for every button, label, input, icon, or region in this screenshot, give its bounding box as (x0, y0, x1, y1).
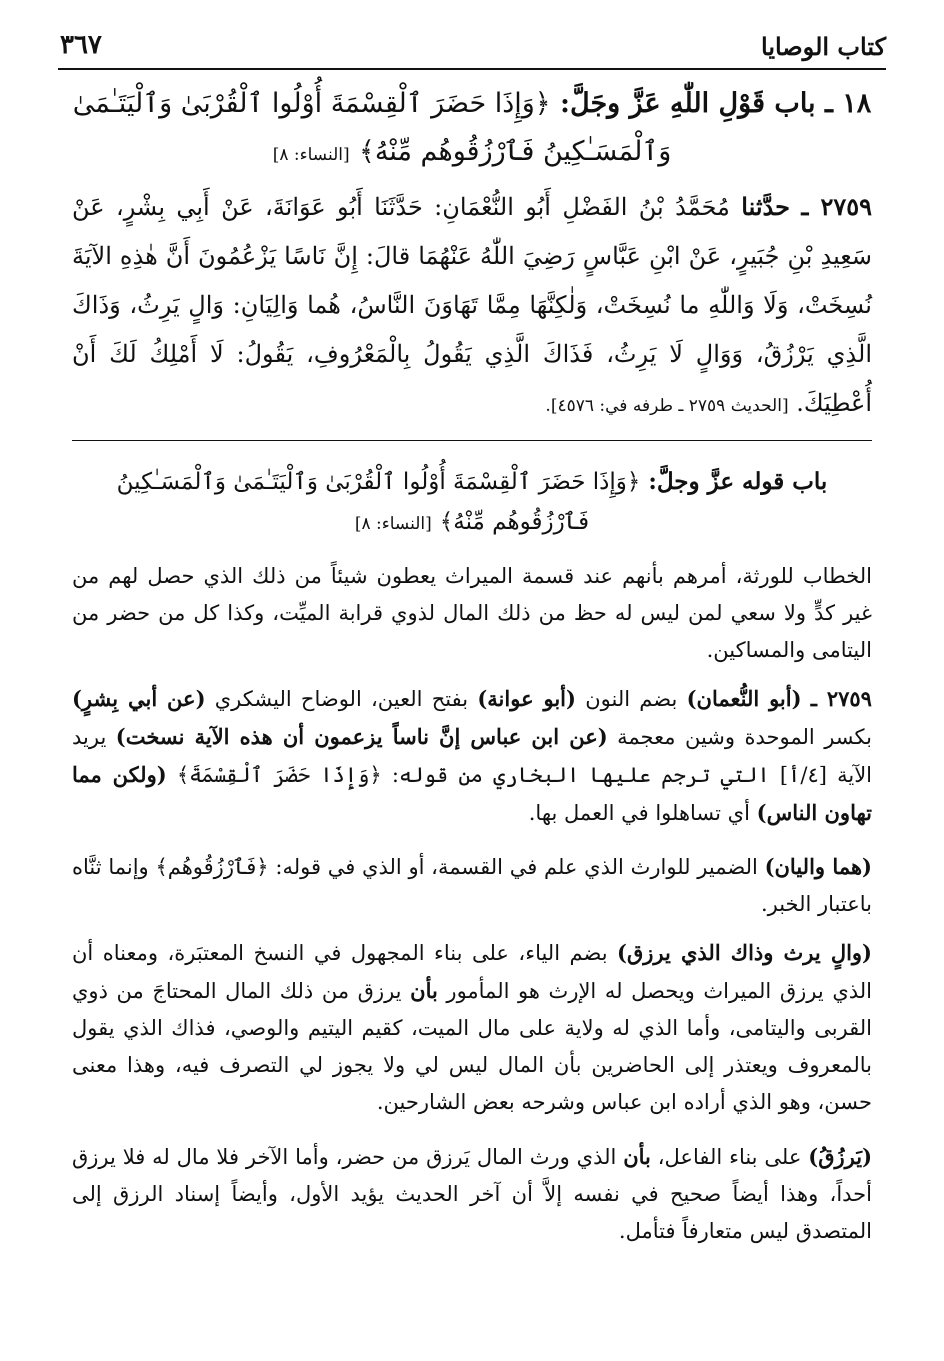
commentary-text: الضمير للوارث الذي علم في القسمة، أو الذي في قوله: (275, 855, 758, 879)
chapter-heading (72, 80, 872, 179)
page-number: ٣٦٧ (60, 30, 102, 60)
commentary-term: بأن (623, 1144, 651, 1169)
hadith-body: مُحَمَّدُ بْنُ الفَضْلِ أَبُو النُّعْمَانِ: حَدَّثَنَا أَبُو عَوَانَةَ، عَنْ أَبِي بِشْرٍ، عَنْ سَعِيدِ بْنِ جُبَيرٍ، عَنْ ابْنِ عَبَّاسٍ رَضِيَ اللّٰهُ عَنْهُمَا قالَ: إِنَّ نَاسًا يَزْعُمُونَ أَنَّ هٰذِهِ الآيَةَ نُسِخَتْ، وَلَا وَاللّٰهِ ما نُسِخَتْ، وَلٰكِنَّهَا مِمَّا تَهَاوَنَ النَّاسُ، هُما وَالِيَانِ: وَالٍ يَرِثُ، وَذَاكَ الَّذِي يَرْزُقُ، وَوَالٍ لَا يَرِثُ، فَذَاكَ الَّذِي يَقُولُ بِالْمَعْرُوفِ، يَقُولُ: لَا أَمْلِكُ لَكَ أَنْ أُعْطِيَكَ. (72, 193, 872, 417)
book-title: كتاب الوصايا (761, 32, 886, 61)
hadith-lead: حدَّثنا (741, 192, 790, 221)
commentary-text: بضم النون (585, 687, 678, 711)
commentary-term: (أبو النُّعمان) (686, 686, 802, 711)
commentary-text: أي تساهلوا في العمل بها. (528, 801, 750, 825)
commentary-paragraph-5 (72, 1138, 872, 1250)
commentary-text: الذي ورث المال يَرزق من حضر، وأما الآخر فلا مال له فلا يرزق أحداً، وهذا أيضاً صحيح في نفسه إلاَّ أن آخر الحديث يؤيد الأول، وأيضاً إسناد الرزق إلى المتصدق ليس متعارفاً فتأمل. (72, 1145, 872, 1243)
page-header (58, 28, 886, 70)
commentary-verse: ﴿وَإِذَا حَضَرَ ٱلْقِسْمَةَ أُوْلُوا ٱلْقُرْبَىٰ وَٱلْيَتَـٰمَىٰ وَٱلْمَسَـٰكِينُ فَٱرْزُقُوهُم مِّنْهُ﴾ (116, 469, 641, 535)
commentary-verse-reference: [النساء: ٨] (354, 514, 432, 534)
commentary-heading (72, 462, 872, 544)
commentary-term: (أبو عوانة) (477, 686, 576, 711)
hadith-reference: [الحديث ٢٧٥٩ ـ طرفه في: ٤٥٧٦]. (545, 396, 789, 416)
chapter-title: ١٨ ـ باب قَوْلِ اللّٰهِ عَزَّ وجَلَّ: (560, 88, 872, 119)
commentary-text: على بناء الفاعل، (657, 1145, 802, 1169)
commentary-paragraph-4 (72, 934, 872, 1121)
commentary-term: (عن أبي بِشرٍ) (72, 686, 206, 711)
commentary-text: وإنما ثنَّاه باعتبار الخبر. (72, 855, 872, 916)
commentary-term: (يَرزُقُ) (808, 1144, 873, 1169)
commentary-text: بكسر الموحدة وشين معجمة (617, 725, 872, 749)
commentary-text: الخطاب للورثة، أمرهم بأنهم عند قسمة الميراث يعطون شيئاً من ذلك الذي حصل لهم من غير كدٍّ ولا سعي لمن ليس له حظ من ذلك المال لذوي قرابة الميِّت، وكذا كل من حضر من اليتامى والمساكين. (72, 564, 872, 662)
commentary-paragraph-3 (72, 848, 872, 923)
commentary-text: يريد الآية [٤/أ] التي ترجم عليها البخاري من قوله: (72, 725, 873, 787)
commentary-paragraph-2 (72, 680, 872, 832)
section-divider (72, 440, 872, 441)
commentary-title: باب قوله عزَّ وجلَّ: (648, 468, 828, 495)
commentary-hadith-number: ٢٧٥٩ ـ (810, 686, 872, 711)
commentary-term: (والٍ يرث وذاك الذي يرزق) (617, 940, 872, 965)
commentary-term: (ولكن مما تهاون الناس) (72, 762, 872, 825)
commentary-term: (عن ابن عباس إنَّ ناساً يزعمون أن هذه الآية نسخت) (115, 724, 608, 749)
hadith-text (72, 182, 872, 431)
commentary-verse-quote: ﴿وَإِذَا حَضَرَ ٱلْقِسْمَةَ﴾ (176, 763, 382, 787)
commentary-verse-quote: ﴿فَٱرْزُقُوهُم﴾ (155, 855, 269, 879)
verse-reference: [النساء: ٨] (272, 145, 350, 165)
commentary-text: يرزق من ذلك المال المحتاجَ من ذوي القربى واليتامى، وأما الذي له ولاية على مال الميت، كقيم اليتيم والوصي، فذاك الذي يقول بالمعروف ويعتذر إلى الحاضرين بأن المال ليس لي ولا يجوز لي التصرف فيه، وهذا معنى حسن، وهو الذي أراده ابن عباس وشرحه بعض الشارحين. (72, 979, 872, 1114)
commentary-paragraph-1 (72, 558, 872, 669)
quran-verse: ﴿وَإِذَا حَضَرَ ٱلْقِسْمَةَ أُوْلُوا ٱلْقُرْبَىٰ وَٱلْيَتَـٰمَىٰ وَٱلْمَسَـٰكِينُ فَٱرْزُقُوهُم مِّنْهُ﴾ (72, 88, 672, 167)
commentary-text: بفتح العين، الوضاح اليشكري (214, 687, 469, 711)
commentary-term: بأن (410, 978, 438, 1003)
hadith-number: ٢٧٥٩ ـ (801, 192, 872, 221)
commentary-term: (هما واليان) (764, 854, 872, 879)
commentary-text: بضم الياء، على بناء المجهول في النسخ المعتبَرة، ومعناه أن الذي يرزق الميراث ويحصل له الإرث هو المأمور (72, 941, 873, 1003)
